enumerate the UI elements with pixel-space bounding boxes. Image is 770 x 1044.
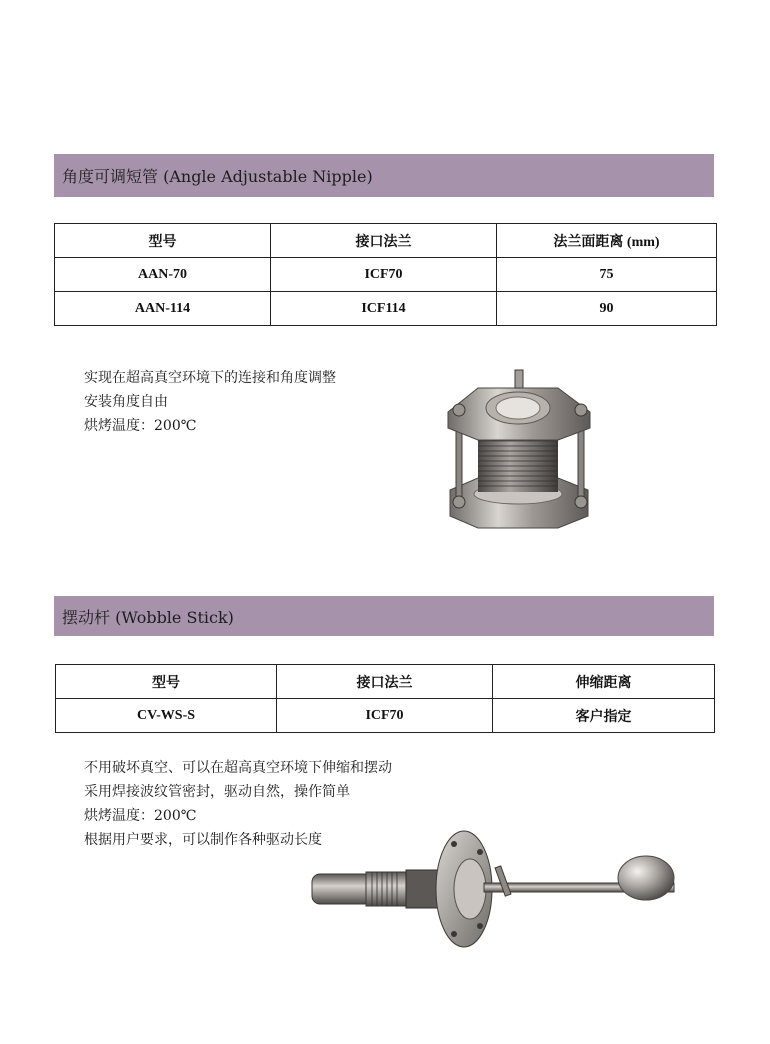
table-cell: AAN-70 bbox=[55, 258, 271, 292]
column-header: 接口法兰 bbox=[277, 665, 493, 699]
description-line: 实现在超高真空环境下的连接和角度调整 bbox=[84, 370, 336, 386]
table-header-row bbox=[56, 665, 715, 699]
column-header: 法兰面距离 (mm) bbox=[497, 224, 717, 258]
table-cell: 75 bbox=[497, 258, 717, 292]
table-row bbox=[56, 699, 715, 733]
section-header-angle-nipple bbox=[54, 154, 714, 197]
wobble-stick-product-image bbox=[304, 828, 688, 950]
column-header: 型号 bbox=[56, 665, 277, 699]
section-header-wobble-stick bbox=[54, 596, 714, 636]
section-title: 摆动杆 (Wobble Stick) bbox=[62, 607, 234, 627]
table-cell: ICF70 bbox=[271, 258, 497, 292]
spec-table-wobble-stick bbox=[55, 664, 715, 733]
table-cell: ICF114 bbox=[271, 292, 497, 326]
table-row bbox=[55, 258, 717, 292]
table-cell: 客户指定 bbox=[493, 699, 715, 733]
table-header-row bbox=[55, 224, 717, 258]
column-header: 伸缩距离 bbox=[493, 665, 715, 699]
description-line: 采用焊接波纹管密封，驱动自然，操作简单 bbox=[84, 784, 350, 800]
description-line: 不用破坏真空、可以在超高真空环境下伸缩和摆动 bbox=[84, 760, 392, 776]
column-header: 接口法兰 bbox=[271, 224, 497, 258]
description-line: 安装角度自由 bbox=[84, 394, 168, 410]
table-cell: 90 bbox=[497, 292, 717, 326]
description-line: 烘烤温度：200℃ bbox=[84, 808, 197, 824]
section-title: 角度可调短管 (Angle Adjustable Nipple) bbox=[62, 167, 373, 186]
spec-table-angle-nipple bbox=[54, 223, 717, 326]
angle-nipple-product-image bbox=[438, 366, 598, 534]
description-angle-nipple bbox=[84, 366, 336, 438]
table-cell: ICF70 bbox=[277, 699, 493, 733]
table-cell: CV-WS-S bbox=[56, 699, 277, 733]
table-cell: AAN-114 bbox=[55, 292, 271, 326]
column-header: 型号 bbox=[55, 224, 271, 258]
description-line: 烘烤温度：200℃ bbox=[84, 418, 197, 434]
description-line: 根据用户要求，可以制作各种驱动长度 bbox=[84, 832, 322, 848]
table-row bbox=[55, 292, 717, 326]
